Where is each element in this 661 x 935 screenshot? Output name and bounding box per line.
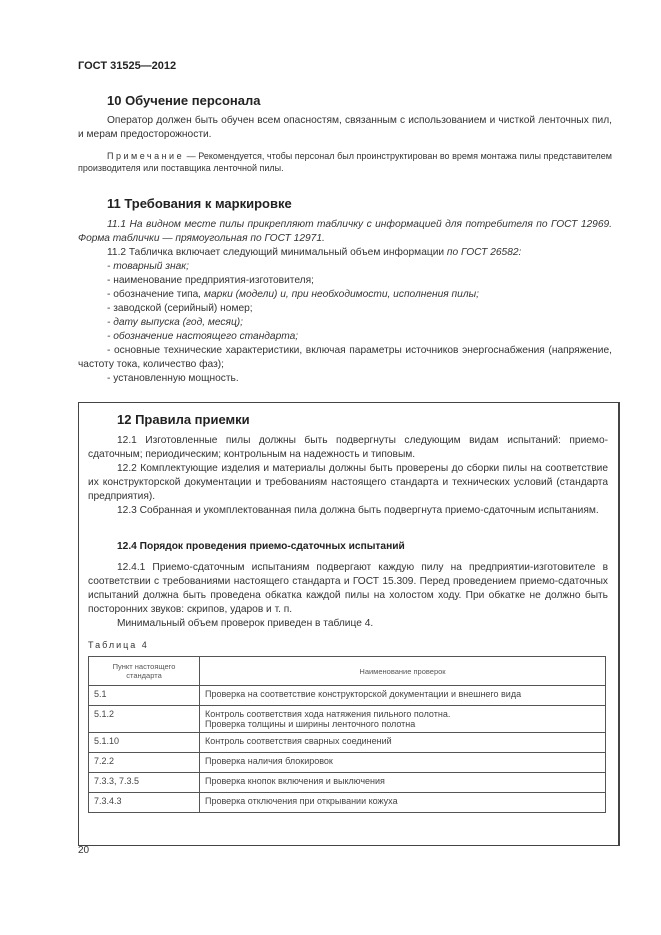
section-10-note <box>78 150 612 174</box>
paragraph-12-4-1: 12.4.1 Приемо-сдаточным испытаниям подвергают каждую пилу на предприятии-изготовителе в соответствии с требованиями настоящего стандарта и ГОСТ 15.309. Перед проведением приемо-сдаточных испытаний должна быть проведена обкатка каждой пилы на холостом ходу. При обкатке не должно быть посторонних звуков: скрипов, ударов и т. п. <box>88 562 608 615</box>
section-12-title: 12 Правила приемки <box>117 412 250 427</box>
paragraph-11-2-ref: по ГОСТ 26582: <box>446 247 522 258</box>
list-item: - обозначение типа <box>107 289 199 300</box>
table-cell: Проверка отключения при открывании кожуха <box>200 793 606 813</box>
list-item: - основные технические характеристики, включая параметры источников энергоснабжения (напряжение, частоту тока, количество фаз); <box>78 345 612 370</box>
list-item: - товарный знак; <box>107 261 189 272</box>
table-row <box>89 753 606 773</box>
section-12-body <box>88 434 608 518</box>
table-row <box>89 706 606 733</box>
table-cell: Проверка кнопок включения и выключения <box>200 773 606 793</box>
column-header: Наименование проверок <box>200 657 606 686</box>
table-cell: Проверка наличия блокировок <box>200 753 606 773</box>
table-row <box>89 686 606 706</box>
checks-table <box>88 656 606 813</box>
table-cell <box>200 706 606 733</box>
paragraph-minimal: Минимальный объем проверок приведен в таблице 4. <box>117 618 374 629</box>
list-item: - обозначение настоящего стандарта; <box>107 331 299 342</box>
table-caption: Таблица 4 <box>88 640 149 650</box>
cell-line: Контроль соответствия хода натяжения пильного полотна. <box>205 709 451 719</box>
section-12-4-title: 12.4 Порядок проведения приемо-сдаточных испытаний <box>117 541 405 552</box>
cell-line: Проверка толщины и ширины ленточного полотна <box>205 719 416 729</box>
table-cell: 5.1.10 <box>89 733 200 753</box>
section-10-title: 10 Обучение персонала <box>107 93 261 108</box>
list-item: - дату выпуска (год, месяц); <box>107 317 243 328</box>
list-item-italic: , марки (модели) и, при необходимости, исполнения пилы; <box>198 289 479 300</box>
table-header-row <box>89 657 606 686</box>
table-cell: Проверка на соответствие конструкторской документации и внешнего вида <box>200 686 606 706</box>
paragraph-12-1: 12.1 Изготовленные пилы должны быть подвергнуты следующим видам испытаний: приемо-сдаточным; периодическим; контрольным на надежность и типовым. <box>88 435 608 460</box>
table-cell: 5.1.2 <box>89 706 200 733</box>
section-11-body <box>78 218 612 386</box>
table-cell: 7.3.4.3 <box>89 793 200 813</box>
note-text: — Рекомендуется, чтобы персонал был проинструктирован во время монтажа пилы представителем производителя или поставщика ленточной пилы. <box>78 151 612 173</box>
list-item: - наименование предприятия-изготовителя; <box>107 275 314 286</box>
table-row <box>89 773 606 793</box>
column-header: Пункт настоящего стандарта <box>89 657 200 686</box>
section-12-4-body <box>88 561 608 631</box>
paragraph-12-2: 12.2 Комплектующие изделия и материалы должны быть проверены до сборки пилы на соответствие их конструкторской документации и требованиям настоящего стандарта и технических условий (стандарта предприятия). <box>88 463 608 502</box>
paragraph-11-2: 11.2 Табличка включает следующий минимальный объем информации <box>107 247 447 258</box>
table-cell: 5.1 <box>89 686 200 706</box>
table-row <box>89 733 606 753</box>
paragraph-12-3: 12.3 Собранная и укомплектованная пила должна быть подвергнута приемо-сдаточным испытаниям. <box>117 505 599 516</box>
document-header: ГОСТ 31525—2012 <box>78 60 177 72</box>
list-item: - заводской (серийный) номер; <box>107 303 253 314</box>
section-11-title: 11 Требования к маркировке <box>107 196 292 211</box>
note-label: Примечание <box>107 151 185 161</box>
paragraph-11-1: 11.1 На видном месте пилы прикрепляют табличку с информацией для потребителя по ГОСТ 12969. Форма таблички — прямоугольная по ГОСТ 12971. <box>78 219 612 244</box>
table-cell: Контроль соответствия сварных соединений <box>200 733 606 753</box>
table-cell: 7.2.2 <box>89 753 200 773</box>
section-10-paragraph <box>78 114 612 142</box>
table-row <box>89 793 606 813</box>
list-item: - установленную мощность. <box>107 373 239 384</box>
paragraph-text: Оператор должен быть обучен всем опасностям, связанным с использованием и чисткой ленточных пил, и мерам предосторожности. <box>78 115 612 140</box>
page-number: 20 <box>78 845 90 856</box>
table-cell: 7.3.3, 7.3.5 <box>89 773 200 793</box>
